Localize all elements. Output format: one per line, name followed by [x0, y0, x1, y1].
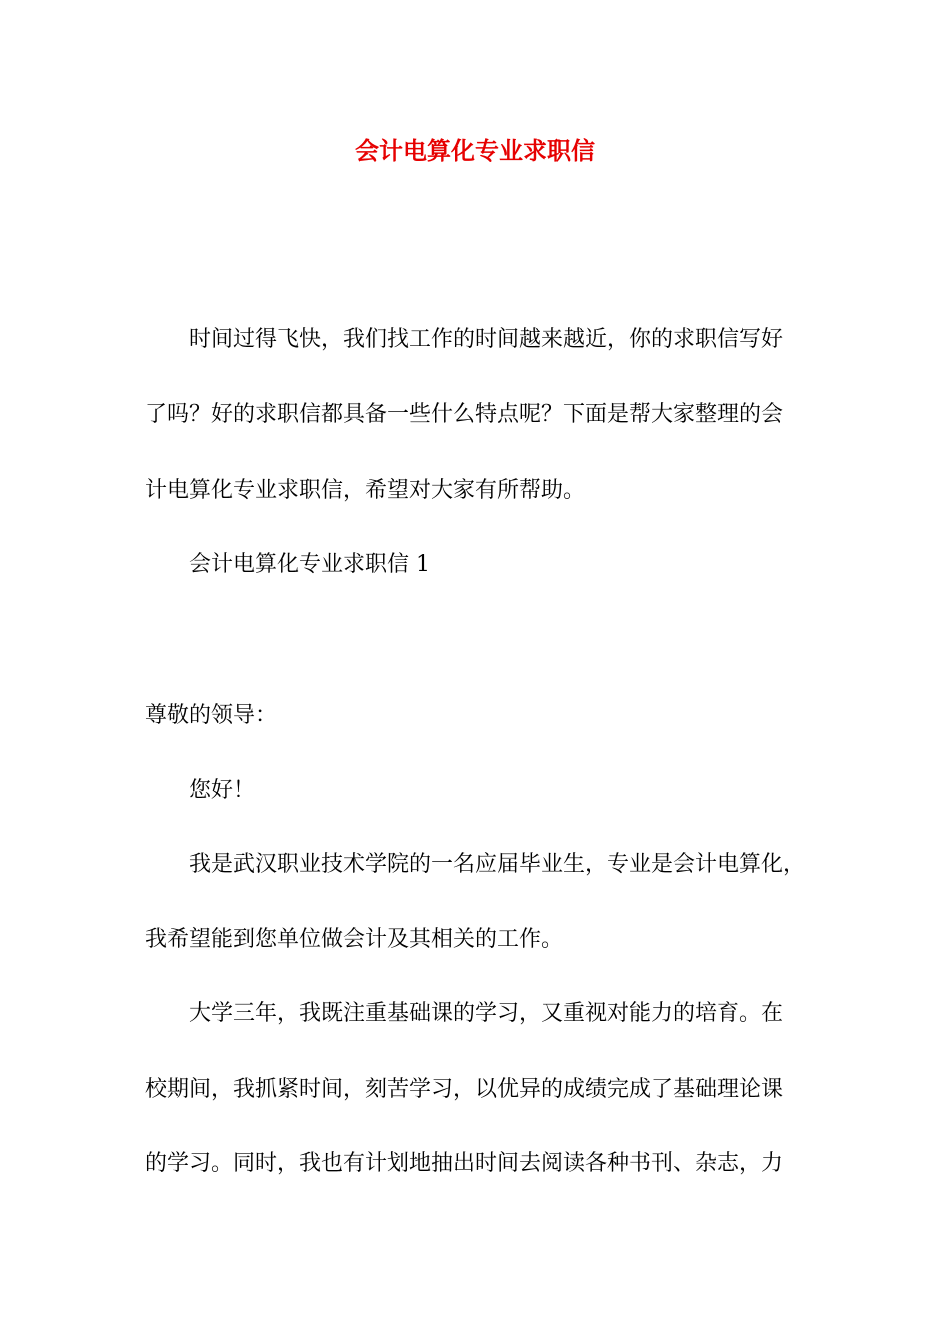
greeting: 您好！: [189, 778, 256, 803]
body-line-1: 我是武汉职业技术学院的一名应届毕业生，专业是会计电算化，: [189, 852, 806, 877]
body-line-4: 校期间，我抓紧时间，刻苦学习，以优异的成绩完成了基础理论课: [145, 1077, 784, 1102]
section-heading: 会计电算化专业求职信 1: [189, 552, 430, 577]
body-line-2: 我希望能到您单位做会计及其相关的工作。: [145, 927, 564, 952]
body-line-5: 的学习。同时，我也有计划地抽出时间去阅读各种书刊、杂志，力: [145, 1151, 784, 1176]
salutation: 尊敬的领导：: [145, 703, 278, 728]
intro-line-1: 时间过得飞快，我们找工作的时间越来越近，你的求职信写好: [189, 327, 784, 352]
intro-line-2: 了吗？好的求职信都具备一些什么特点呢？下面是帮大家整理的会: [145, 402, 784, 427]
body-line-3: 大学三年，我既注重基础课的学习，又重视对能力的培育。在: [189, 1001, 784, 1026]
intro-line-3: 计电算化专业求职信，希望对大家有所帮助。: [145, 478, 586, 503]
document-title: 会计电算化专业求职信: [355, 137, 595, 165]
